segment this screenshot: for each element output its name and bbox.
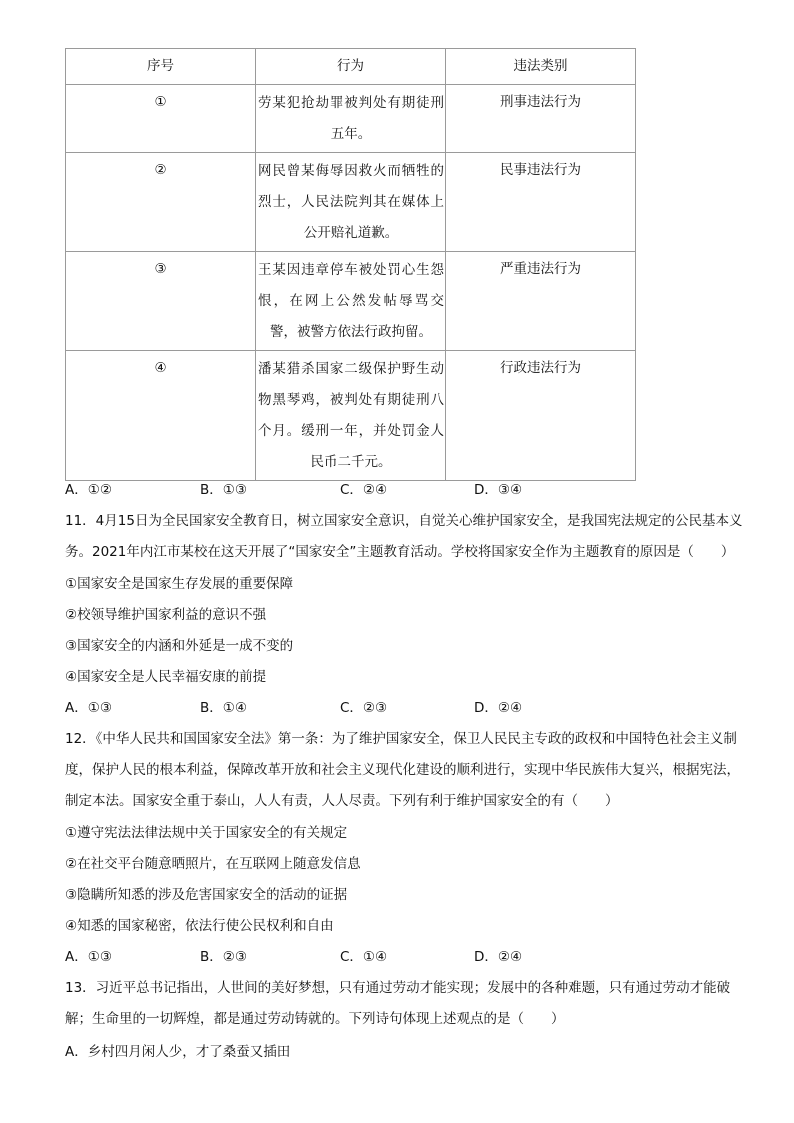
q12-stem: 12．《中华人民共和国国家安全法》第一条：为了维护国家安全，保卫人民民主专政的政权和中国特色社会主义制度，保护人民的根本利益，保障改革开放和社会主义现代化建设的顺利进行，实现中华民族伟大复兴，根据宪法，制定本法。国家安全重于泰山，人人有责，人人尽责。下列有利于维护国家安全的有（ ） <box>65 731 740 809</box>
option-d: D．②④ <box>474 700 523 716</box>
table-row <box>66 85 636 153</box>
q11-item-1: ①国家安全是国家生存发展的重要保障 <box>65 576 294 592</box>
option-d: D．②④ <box>474 949 523 965</box>
table-row <box>66 252 636 351</box>
row-category: 严重违法行为 <box>446 252 636 351</box>
row-number: ④ <box>66 351 256 481</box>
row-behavior: 网民曾某侮辱因救火而牺牲的烈士，人民法院判其在媒体上公开赔礼道歉。 <box>256 153 446 252</box>
q12-item-2: ②在社交平台随意晒照片，在互联网上随意发信息 <box>65 856 361 872</box>
row-number: ② <box>66 153 256 252</box>
option-c: C．②④ <box>340 482 388 498</box>
q12-item-4: ④知悉的国家秘密，依法行使公民权利和自由 <box>65 918 334 934</box>
table-row <box>66 351 636 481</box>
row-behavior: 王某因违章停车被处罚心生怨恨，在网上公然发帖辱骂交警，被警方依法行政拘留。 <box>256 252 446 351</box>
header-number: 序号 <box>66 49 256 85</box>
header-behavior: 行为 <box>256 49 446 85</box>
row-category: 民事违法行为 <box>446 153 636 252</box>
header-category: 违法类别 <box>446 49 636 85</box>
q12-item-1: ①遵守宪法法律法规中关于国家安全的有关规定 <box>65 825 348 841</box>
row-category: 行政违法行为 <box>446 351 636 481</box>
q13-option-a: A．乡村四月闲人少，才了桑蚕又插田 <box>65 1044 291 1060</box>
option-b: B．①③ <box>200 482 247 498</box>
q11-item-3: ③国家安全的内涵和外延是一成不变的 <box>65 638 294 654</box>
option-a: A．①② <box>65 482 112 498</box>
option-d: D．③④ <box>474 482 523 498</box>
table-header-row <box>66 49 636 85</box>
option-c: C．②③ <box>340 700 388 716</box>
table-row <box>66 153 636 252</box>
q13-stem: 13．习近平总书记指出，人世间的美好梦想，只有通过劳动才能实现；发展中的各种难题，只有通过劳动才能破解；生命里的一切辉煌，都是通过劳动铸就的。下列诗句体现上述观点的是（ ） <box>65 980 731 1027</box>
row-category: 刑事违法行为 <box>446 85 636 153</box>
option-b: B．①④ <box>200 700 247 716</box>
q11-item-4: ④国家安全是人民幸福安康的前提 <box>65 669 267 685</box>
row-behavior: 劳某犯抢劫罪被判处有期徒刑五年。 <box>256 85 446 153</box>
q12-item-3: ③隐瞒所知悉的涉及危害国家安全的活动的证据 <box>65 887 348 903</box>
law-classification-table <box>65 48 636 481</box>
option-c: C．①④ <box>340 949 388 965</box>
row-behavior: 潘某猎杀国家二级保护野生动物黑琴鸡，被判处有期徒刑八个月。缓刑一年，并处罚金人民币二千元。 <box>256 351 446 481</box>
row-number: ③ <box>66 252 256 351</box>
option-a: A．①③ <box>65 700 112 716</box>
q11-stem: 11．4月15日为全民国家安全教育日，树立国家安全意识，自觉关心维护国家安全，是我国宪法规定的公民基本义务。2021年内江市某校在这天开展了“国家安全”主题教育活动。学校将国家安全作为主题教育的原因是（ ） <box>65 513 743 560</box>
option-b: B．②③ <box>200 949 247 965</box>
row-number: ① <box>66 85 256 153</box>
q11-item-2: ②校领导维护国家利益的意识不强 <box>65 607 267 623</box>
option-a: A．①③ <box>65 949 112 965</box>
